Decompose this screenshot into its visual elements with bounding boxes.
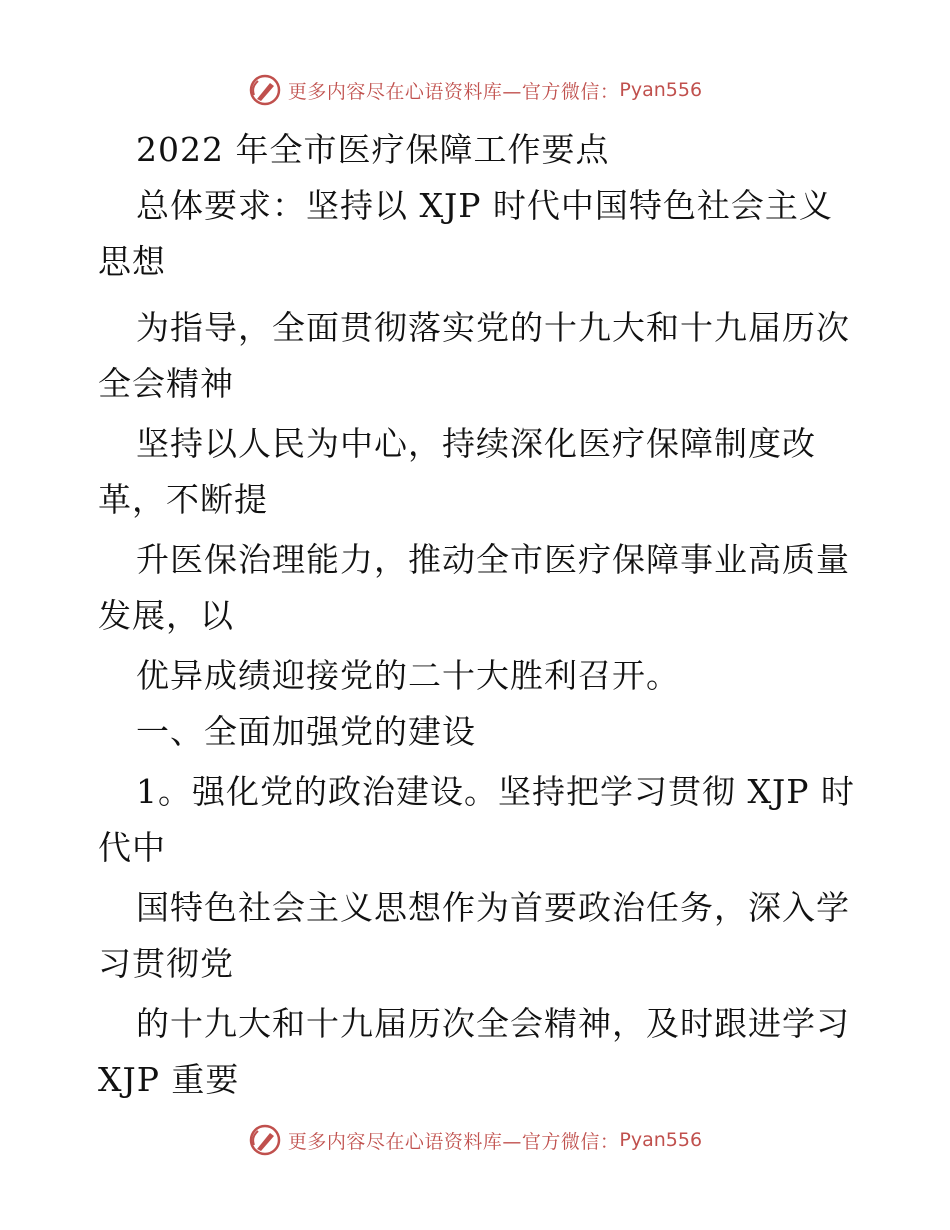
paragraph-line: 国特色社会主义思想作为首要政治任务，深入学	[136, 888, 850, 927]
watermark-text: 更多内容尽在心语资料库—官方微信：	[287, 80, 620, 103]
paragraph-line: 坚持以人民为中心，持续深化医疗保障制度改	[136, 424, 816, 463]
document-title: 2022 年全市医疗保障工作要点	[136, 130, 610, 169]
paragraph-line: 代中	[98, 828, 166, 867]
paragraph-line: XJP 重要	[98, 1060, 240, 1099]
paragraph-line: 革，不断提	[98, 480, 268, 519]
paragraph-line: 习贯彻党	[98, 944, 234, 983]
paragraph-line: 1。强化党的政治建设。坚持把学习贯彻 XJP 时	[136, 772, 855, 811]
paragraph-line: 总体要求：坚持以 XJP 时代中国特色社会主义	[136, 186, 833, 225]
watermark-text: 更多内容尽在心语资料库—官方微信：	[287, 1130, 620, 1153]
header-watermark	[0, 70, 950, 110]
paragraph-line: 全会精神	[98, 364, 234, 403]
paragraph-line: 发展，以	[98, 596, 234, 635]
pen-logo-icon	[248, 73, 282, 107]
paragraph-line: 升医保治理能力，推动全市医疗保障事业高质量	[136, 540, 850, 579]
paragraph-line: 优异成绩迎接党的二十大胜利召开。	[136, 656, 680, 695]
watermark-wechat-id: Pyan556	[619, 79, 703, 101]
section-heading: 一、全面加强党的建设	[136, 712, 476, 751]
footer-watermark	[0, 1120, 950, 1160]
paragraph-line: 的十九大和十九届历次全会精神，及时跟进学习	[136, 1004, 850, 1043]
pen-logo-icon	[248, 1123, 282, 1157]
watermark-wechat-id: Pyan556	[619, 1129, 703, 1151]
paragraph-line: 为指导，全面贯彻落实党的十九大和十九届历次	[136, 308, 850, 347]
paragraph-line: 思想	[98, 242, 166, 281]
